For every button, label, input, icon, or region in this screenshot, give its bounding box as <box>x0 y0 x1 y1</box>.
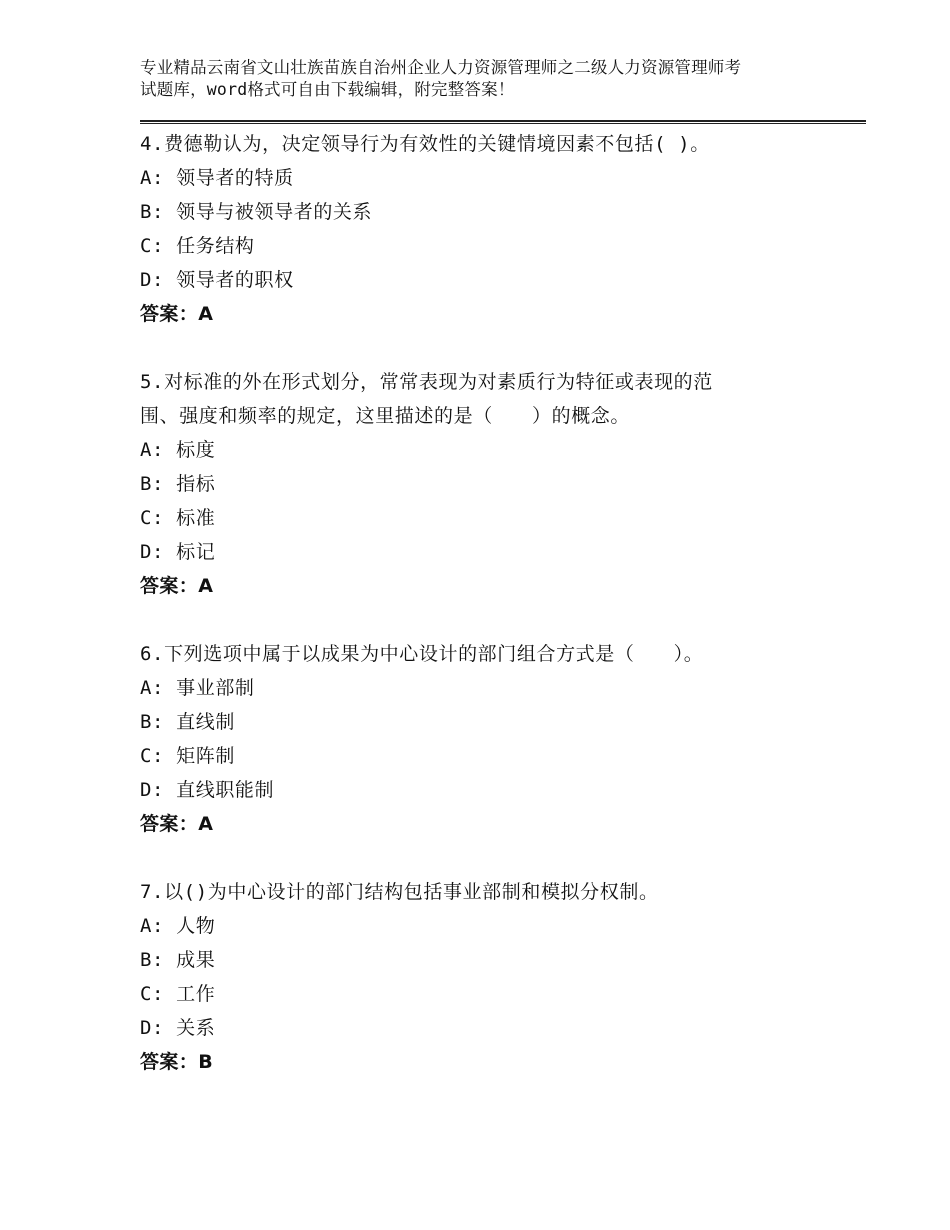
question-item <box>140 875 860 1079</box>
answer-line: 答案：A <box>140 303 214 325</box>
option-c: C: 矩阵制 <box>140 745 235 767</box>
question-item <box>140 365 860 603</box>
answer-line: 答案：A <box>140 813 214 835</box>
option-c: C: 工作 <box>140 983 216 1005</box>
option-a: A: 标度 <box>140 439 216 461</box>
question-text: 7.以()为中心设计的部门结构包括事业部制和模拟分权制。 <box>140 881 659 903</box>
option-b: B: 指标 <box>140 473 216 495</box>
question-item <box>140 637 860 841</box>
header-line-2: 试题库，word格式可自由下载编辑，附完整答案！ <box>140 80 515 99</box>
option-a: A: 事业部制 <box>140 677 255 699</box>
question-text: 5.对标准的外在形式划分，常常表现为对素质行为特征或表现的范 <box>140 371 713 393</box>
header-line-1: 专业精品云南省文山壮族苗族自治州企业人力资源管理师之二级人力资源管理师考 <box>140 58 742 77</box>
option-a: A: 人物 <box>140 915 216 937</box>
option-b: B: 领导与被领导者的关系 <box>140 201 373 223</box>
question-text-continued: 围、强度和频率的规定，这里描述的是（ ）的概念。 <box>140 405 631 427</box>
question-text: 6.下列选项中属于以成果为中心设计的部门组合方式是（ ）。 <box>140 643 704 665</box>
option-b: B: 成果 <box>140 949 216 971</box>
question-text: 4.费德勒认为，决定领导行为有效性的关键情境因素不包括( )。 <box>140 133 710 155</box>
header-divider <box>140 120 866 124</box>
option-d: D: 关系 <box>140 1017 216 1039</box>
option-a: A: 领导者的特质 <box>140 167 294 189</box>
answer-line: 答案：B <box>140 1051 214 1073</box>
option-c: C: 标准 <box>140 507 216 529</box>
option-c: C: 任务结构 <box>140 235 255 257</box>
option-b: B: 直线制 <box>140 711 235 733</box>
question-item <box>140 127 860 331</box>
question-list <box>140 127 860 1113</box>
answer-line: 答案：A <box>140 575 214 597</box>
option-d: D: 直线职能制 <box>140 779 275 801</box>
option-d: D: 标记 <box>140 541 216 563</box>
page-header <box>140 57 840 101</box>
option-d: D: 领导者的职权 <box>140 269 294 291</box>
